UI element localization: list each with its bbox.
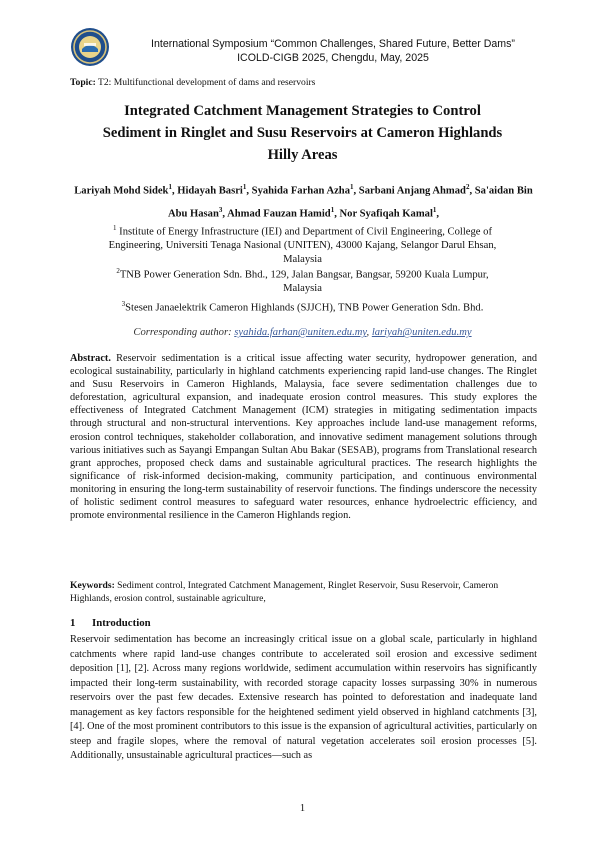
header-conference-info: ICOLD-CIGB 2025, Chengdu, May, 2025: [237, 52, 429, 64]
affiliation-1-line-2: Engineering, Universiti Tenaga Nasional (UNITEN), 43000 Kajang, Selangor Darul Ehsan,: [108, 240, 497, 252]
author-name: Ahmad Fauzan Hamid: [227, 208, 331, 220]
affiliation-2-line-1: TNB Power Generation Sdn. Bhd., 129, Jalan Bangsar, Bangsar, 59200 Kuala Lumpur,: [119, 269, 489, 281]
author-affiliation-marker: 1: [432, 205, 437, 214]
author-affiliation-marker: 1: [242, 183, 247, 191]
author-separator: ,: [469, 185, 475, 197]
author-separator: ,: [436, 208, 440, 220]
section-number: 1: [70, 617, 76, 629]
section-title: Introduction: [92, 617, 151, 629]
icold-seal-icon: [70, 27, 110, 67]
author-affiliation-marker: 1: [350, 183, 354, 191]
email-link-2[interactable]: lariyah@uniten.edu.my: [371, 327, 472, 338]
abstract: [70, 352, 537, 522]
affiliation-2: [70, 265, 535, 296]
author-name: Syahida Farhan Azha: [251, 185, 350, 197]
author-affiliation-marker: 3: [218, 205, 223, 214]
affiliation-3: [70, 298, 535, 315]
author-name: Lariyah Mohd Sidek: [74, 185, 169, 197]
topic-line: [70, 77, 315, 88]
affiliation-2-line-2: Malaysia: [283, 283, 322, 295]
affiliation-1-line-1: Institute of Energy Infrastructure (IEI) and Department of Civil Engineering, College of: [116, 226, 492, 238]
author-name: Hidayah Basri: [177, 185, 243, 197]
author-affiliation-marker: 2: [465, 183, 470, 191]
author-list: [66, 178, 541, 223]
title-line-3: Hilly Areas: [267, 147, 338, 163]
affiliation-3-marker: 3: [121, 300, 126, 308]
abstract-text: Reservoir sedimentation is a critical issue affecting water security, hydropower generation, and ecological sustainability, particularly in highland catchments experiencing rapid land-use changes. The Ringlet and Susu Reservoirs in Cameron Highlands, Malaysia, face severe sedimentation challenges due to deforestation, agricultural expansion, and inadequate erosion control measures. This study explores the effectiveness of Integrated Catchment Management (ICM) strategies in mitigating sedimentation impacts through structural and non-structural interventions. Key approaches include land-use management reforms, erosion control techniques, stakeholder collaboration, and innovative sediment management solutions through various initiatives such as Sayangi Empangan Sultan Abu Bakar (SESAB), programs from Translational research grant approches, proposed check dams and sustainable agricultural practices. The research highlights the significance of risk-informed decision-making, community participation, and continuous environmental monitoring in ensuring the long-term sustainability of reservoir functions. The findings underscore the necessity of holistic sediment control measures to safeguard water resources, enhance hydroelectric efficiency, and promote environmental resilience in the Cameron Highlands region.: [70, 353, 537, 522]
page-number: 1: [299, 803, 306, 814]
author-separator: ,: [171, 185, 178, 197]
title-line-2: Sediment in Ringlet and Susu Reservoirs at Cameron Highlands: [102, 125, 503, 141]
affiliation-2-marker: 2: [116, 267, 120, 275]
section-body: Reservoir sedimentation has become an increasingly critical issue on a global scale, particularly in highland catchments where rapid land-use changes contribute to accelerated soil erosion and excessive sediment deposition [1], [2]. Across many regions worldwide, sediment accumulation within reservoirs has significantly impacted their long-term sustainability, with recorded storage capacity losses surpassing 30% in numerous reservoirs over the past few decades. Extensive research has pointed to deforestation and inadequate land management as key factors responsible for the heightened sediment yield observed in highland catchments [3], [4]. One of the most prominent contributors to this issue is the expansion of agricultural activities, particularly on steep and fragile slopes, where the removal of natural vegetation accelerates soil erosion processes [5]. Additionally, unsustainable agricultural practices—such as: [70, 634, 537, 761]
author-separator: ,: [222, 208, 228, 220]
header-symposium-title: International Symposium “Common Challenges, Shared Future, Better Dams”: [151, 38, 515, 50]
author-name: Nor Syafiqah Kamal: [339, 208, 433, 220]
email-separator: ,: [366, 327, 372, 338]
author-affiliation-marker: 1: [330, 205, 335, 214]
keywords-label: Keywords:: [70, 580, 115, 591]
email-link-1[interactable]: syahida.farhan@uniten.edu.my: [234, 327, 367, 338]
corresponding-author: [70, 327, 535, 338]
section-heading: [70, 617, 151, 629]
affiliation-3-line-1: Stesen Janaelektrik Cameron Highlands (SJJCH), TNB Power Generation Sdn. Bhd.: [125, 302, 484, 314]
topic-label: Topic:: [70, 77, 96, 88]
keywords-text: Sediment control, Integrated Catchment Management, Ringlet Reservoir, Susu Reservoir, Cameron Highlands, erosion control, sustainable agriculture,: [70, 580, 499, 604]
author-separator: ,: [246, 185, 252, 197]
running-header: [118, 37, 548, 65]
affiliation-1-marker: 1: [113, 224, 117, 232]
topic-text: T2: Multifunctional development of dams and reservoirs: [95, 77, 316, 88]
author-separator: ,: [353, 185, 359, 197]
author-separator: ,: [334, 208, 340, 220]
affiliation-1: [70, 222, 535, 266]
title-line-1: Integrated Catchment Management Strategies to Control: [124, 103, 481, 119]
abstract-label: Abstract.: [70, 353, 111, 364]
author-name: Sa'aidan Bin Abu Hasan: [167, 185, 533, 220]
author-name: Sarbani Anjang Ahmad: [358, 185, 466, 197]
paper-title: [70, 100, 535, 166]
author-affiliation-marker: 1: [168, 183, 172, 191]
keywords: [70, 580, 537, 605]
affiliation-1-line-3: Malaysia: [283, 253, 322, 265]
corresponding-label: Corresponding author:: [133, 327, 235, 338]
